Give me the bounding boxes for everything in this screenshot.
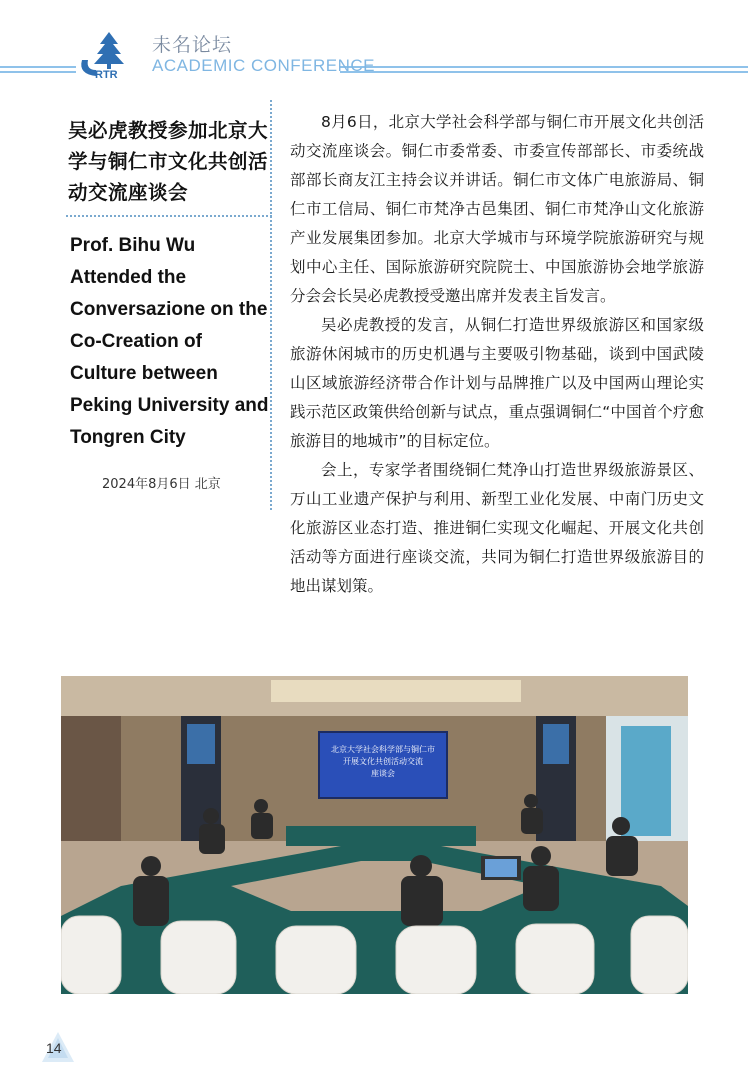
article-body xyxy=(290,108,704,601)
paragraph-1: 8月6日，北京大学社会科学部与铜仁市开展文化共创活动交流座谈会。铜仁市委常委、市委宣传部部长、市委统战部部长商友江主持会议并讲话。铜仁市文体广电旅游局、铜仁市工信局、铜仁市梵净古邑集团、铜仁市梵净山文化旅游产业发展集团参加。北京大学城市与环境学院旅游研究与规划中心主任、国际旅游研究院院士、中国旅游协会地学旅游分会会长吴必虎教授受邀出席并发表主旨发言。 xyxy=(290,113,704,305)
rtr-logo xyxy=(76,30,142,80)
header-rule-right-1 xyxy=(340,66,748,68)
screen-text-2: 开展文化共创活动交流 xyxy=(343,757,423,766)
header-title-en: ACADEMIC CONFERENCE xyxy=(152,56,375,75)
meeting-photo xyxy=(61,676,688,994)
header-rule-left-2 xyxy=(0,71,76,73)
header-rule-left-1 xyxy=(0,66,76,68)
divider-dotted-horizontal xyxy=(66,215,272,217)
article-title-cn: 吴必虎教授参加北京大学与铜仁市文化共创活动交流座谈会 xyxy=(68,119,269,204)
logo-text: RTR xyxy=(95,69,118,80)
article-title-en: Prof. Bihu Wu Attended the Conversazione on the Co-Creation of Culture between Peking University and Tongren City xyxy=(70,235,269,448)
header-title-cn: 未名论坛 xyxy=(152,34,233,56)
article-date: 2024年8月6日 北京 xyxy=(102,477,221,492)
screen-text-3: 座谈会 xyxy=(371,769,395,778)
divider-dotted-vertical xyxy=(270,100,272,510)
paragraph-3: 会上，专家学者围绕铜仁梵净山打造世界级旅游景区、万山工业遗产保护与利用、新型工业化发展、中南门历史文化旅游区业态打造、推进铜仁实现文化崛起、开展文化共创活动等方面进行座谈交流，共同为铜仁打造世界级旅游目的地出谋划策。 xyxy=(290,461,704,595)
paragraph-2: 吴必虎教授的发言，从铜仁打造世界级旅游区和国家级旅游休闲城市的历史机遇与主要吸引物基础，谈到中国武陵山区域旅游经济带合作计划与品牌推广以及中国两山理论实践示范区政策供给创新与试点，重点强调铜仁“中国首个疗愈旅游目的地城市”的目标定位。 xyxy=(290,316,704,450)
screen-text-1: 北京大学社会科学部与铜仁市 xyxy=(331,745,435,754)
header-rule-right-2 xyxy=(340,71,748,73)
page-number: 14 xyxy=(46,1040,62,1056)
